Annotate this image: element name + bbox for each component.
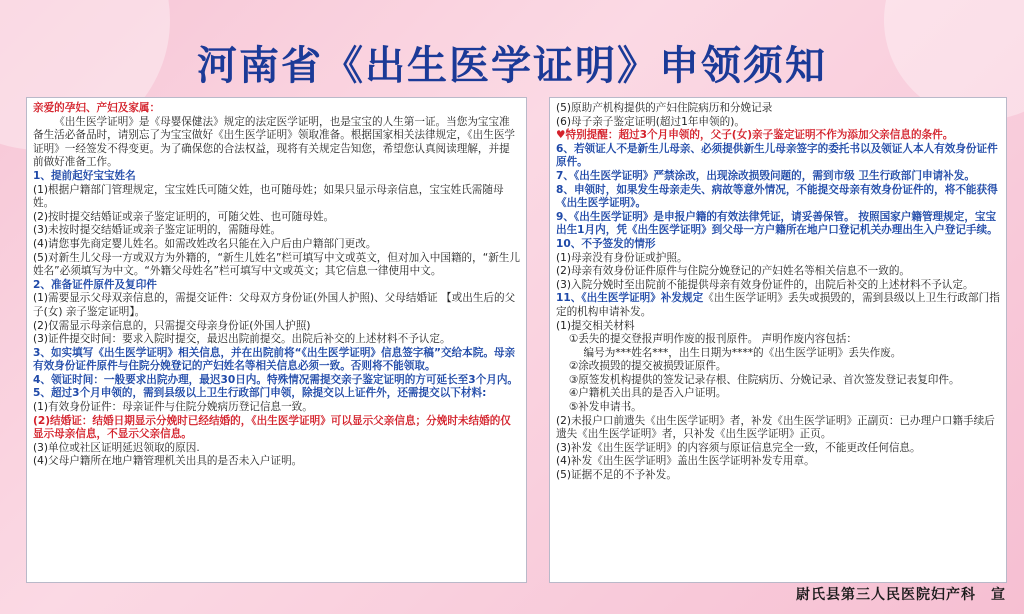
sub-list-item: ⑤补发申请书。 bbox=[568, 401, 642, 414]
greeting: 亲爱的孕妇、产妇及家属： bbox=[33, 102, 161, 114]
sub-list-item: ②涂改损毁的提交被损毁证原件。 bbox=[568, 360, 727, 373]
right-notice-panel bbox=[549, 97, 1007, 583]
list-item: (5)原助产机构提供的产妇住院病历和分娩记录 bbox=[556, 102, 773, 114]
list-item: (4)补发《出生医学证明》盖出生医学证明补发专用章。 bbox=[556, 455, 815, 468]
section-heading: 8、申领时，如果发生母亲走失、病故等意外情况，不能提交母亲有效身份证件的，将不能获得《出生医学证明》。 bbox=[556, 183, 998, 210]
section-heading: 9、《出生医学证明》是申报户籍的有效法律凭证，请妥善保管。 按照国家户籍管理规定，宝宝出生1月内，凭《出生医学证明》到父母一方户籍所在地户口登记机关办理出生入户登记手续。 bbox=[556, 210, 998, 237]
section-11 bbox=[556, 292, 1000, 319]
page-title: 河南省《出生医学证明》申领须知 bbox=[197, 43, 827, 89]
special-reminder bbox=[556, 129, 1000, 143]
list-item-highlight: (2)结婚证：结婚日期显示分娩时已经结婚的，《出生医学证明》可以显示父亲信息；分娩时未结婚的仅显示母亲信息，不显示父亲信息。 bbox=[33, 414, 511, 441]
list-item: (2)未报户口前遗失《出生医学证明》者，补发《出生医学证明》正副页：已办理户口籍手续后遗失《出生医学证明》者，只补发《出生医学证明》正页。 bbox=[556, 414, 995, 441]
section-heading: 3、如实填写《出生医学证明》相关信息，并在出院前将“《出生医学证明》信息签字稿”交给本院。母亲有效身份证件原件与住院分娩登记的产妇姓名等相关信息必须一致。否则将不能领取。 bbox=[33, 346, 516, 373]
intro-paragraph: 《出生医学证明》是《母婴保健法》规定的法定医学证明，也是宝宝的人生第一证。当您为宝宝准备生活必备品时，请别忘了为宝宝做好《出生医学证明》领取准备。根据国家相关法律规定，《出生医学证明》一经签发不得变更。为了确保您的合法权益，现将有关规定告知您，希望您认真阅读理解，并提前做好准备工作。 bbox=[33, 115, 516, 169]
sub-list-item: ③原签发机构提供的签发记录存根、住院病历、分娩记录、首次签发登记表复印件。 bbox=[568, 373, 960, 386]
sub-list-item: ①丢失的提交登报声明作废的报刊原件。 声明作废内容包括： bbox=[568, 333, 858, 346]
list-item: (5)证据不足的不予补发。 bbox=[556, 469, 677, 482]
issuer-footer: 尉氏县第三人民医院妇产科 宣 bbox=[796, 587, 1006, 603]
sub-list-item: ④户籍机关出具的是否入户证明。 bbox=[568, 387, 727, 400]
list-item: (2)仅需显示母亲信息的，只需提交母亲身份证(外国人护照) bbox=[33, 319, 311, 332]
heart-icon-label: ♥特别提醒： bbox=[556, 129, 619, 142]
section-heading: 11、《出生医学证明》补发规定 bbox=[556, 292, 704, 305]
list-item: (4)父母户籍所在地户籍管理机关出具的是否未入户证明。 bbox=[33, 455, 303, 468]
list-item: (1)有效身份证件：母亲证件与住院分娩病历登记信息一致。 bbox=[33, 401, 313, 414]
list-item: (3)入院分娩时至出院前不能提供母亲有效身份证件的，出院后补交的上述材料不予认定。 bbox=[556, 278, 974, 291]
list-item: (1)提交相关材料 bbox=[556, 319, 635, 332]
section-text: 《出生医学证明》丢失或损毁的，需到县级以上卫生行政部门指定的机构申请补发。 bbox=[556, 292, 1000, 318]
list-item: (1)需要显示父母双亲信息的，需提交证件：父母双方身份证(外国人护照)、父母结婚证 【或出生后的父子(女) 亲子鉴定证明】。 bbox=[33, 292, 516, 318]
list-item: (6)母子亲子鉴定证明(超过1年申领的)。 bbox=[556, 115, 745, 128]
list-item: (5)对新生儿父母一方或双方为外籍的，“新生儿姓名”栏可填写中文或英文，但对加入中国籍的，“新生儿姓名”必须填写为中文。“外籍父母姓名”栏可填写中文或英文；其它信息一律使用中文。 bbox=[33, 251, 520, 278]
list-item: (2)母亲有效身份证件原件与住院分娩登记的产妇姓名等相关信息不一致的。 bbox=[556, 265, 911, 278]
section-heading: 4、领证时间：一般要求出院办理，最迟30日内。特殊情况需提交亲子鉴定证明的方可延长至3个月内。 bbox=[33, 373, 519, 386]
section-heading: 2、准备证件原件及复印件 bbox=[33, 278, 157, 291]
list-item: (3)单位或社区证明延迟领取的原因. bbox=[33, 441, 200, 454]
list-item: (3)证件提交时间：要求入院时提交，最迟出院前提交。出院后补交的上述材料不予认定。 bbox=[33, 333, 451, 346]
list-item: (3)未按时提交结婚证或亲子鉴定证明的，需随母姓。 bbox=[33, 224, 282, 237]
section-heading: 6、若领证人不是新生儿母亲、必须提供新生儿母亲签字的委托书以及领证人本人有效身份证件原件。 bbox=[556, 142, 998, 169]
left-notice-panel bbox=[26, 97, 527, 583]
sub-list-item: 编号为***姓名***，出生日期为****的《出生医学证明》丢失作废。 bbox=[583, 346, 902, 359]
list-item: (1)母亲没有身份证或护照。 bbox=[556, 251, 688, 264]
section-heading: 1、提前起好宝宝姓名 bbox=[33, 169, 136, 182]
reminder-text: 超过3个月申领的，父子(女)亲子鉴定证明不作为添加父亲信息的条件。 bbox=[618, 129, 954, 142]
list-item: (1)根据户籍部门管理规定，宝宝姓氏可随父姓，也可随母姓；如果只显示母亲信息，宝宝姓氏需随母姓。 bbox=[33, 183, 504, 210]
section-heading: 7、《出生医学证明》严禁涂改，出现涂改损毁问题的，需到市级 卫生行政部门申请补发。 bbox=[556, 169, 975, 182]
list-item: (4)请您事先商定婴儿姓名。如需改姓改名只能在入户后由户籍部门更改。 bbox=[33, 237, 377, 250]
list-item: (2)按时提交结婚证或亲子鉴定证明的，可随父姓、也可随母姓。 bbox=[33, 210, 335, 223]
list-item: (3)补发《出生医学证明》的内容须与原证信息完全一致，不能更改任何信息。 bbox=[556, 441, 921, 454]
section-heading: 10、不予签发的情形 bbox=[556, 237, 656, 250]
section-heading: 5、超过3个月申领的，需到县级以上卫生行政部门申领，除提交以上证件外，还需提交以下材料: bbox=[33, 387, 487, 400]
